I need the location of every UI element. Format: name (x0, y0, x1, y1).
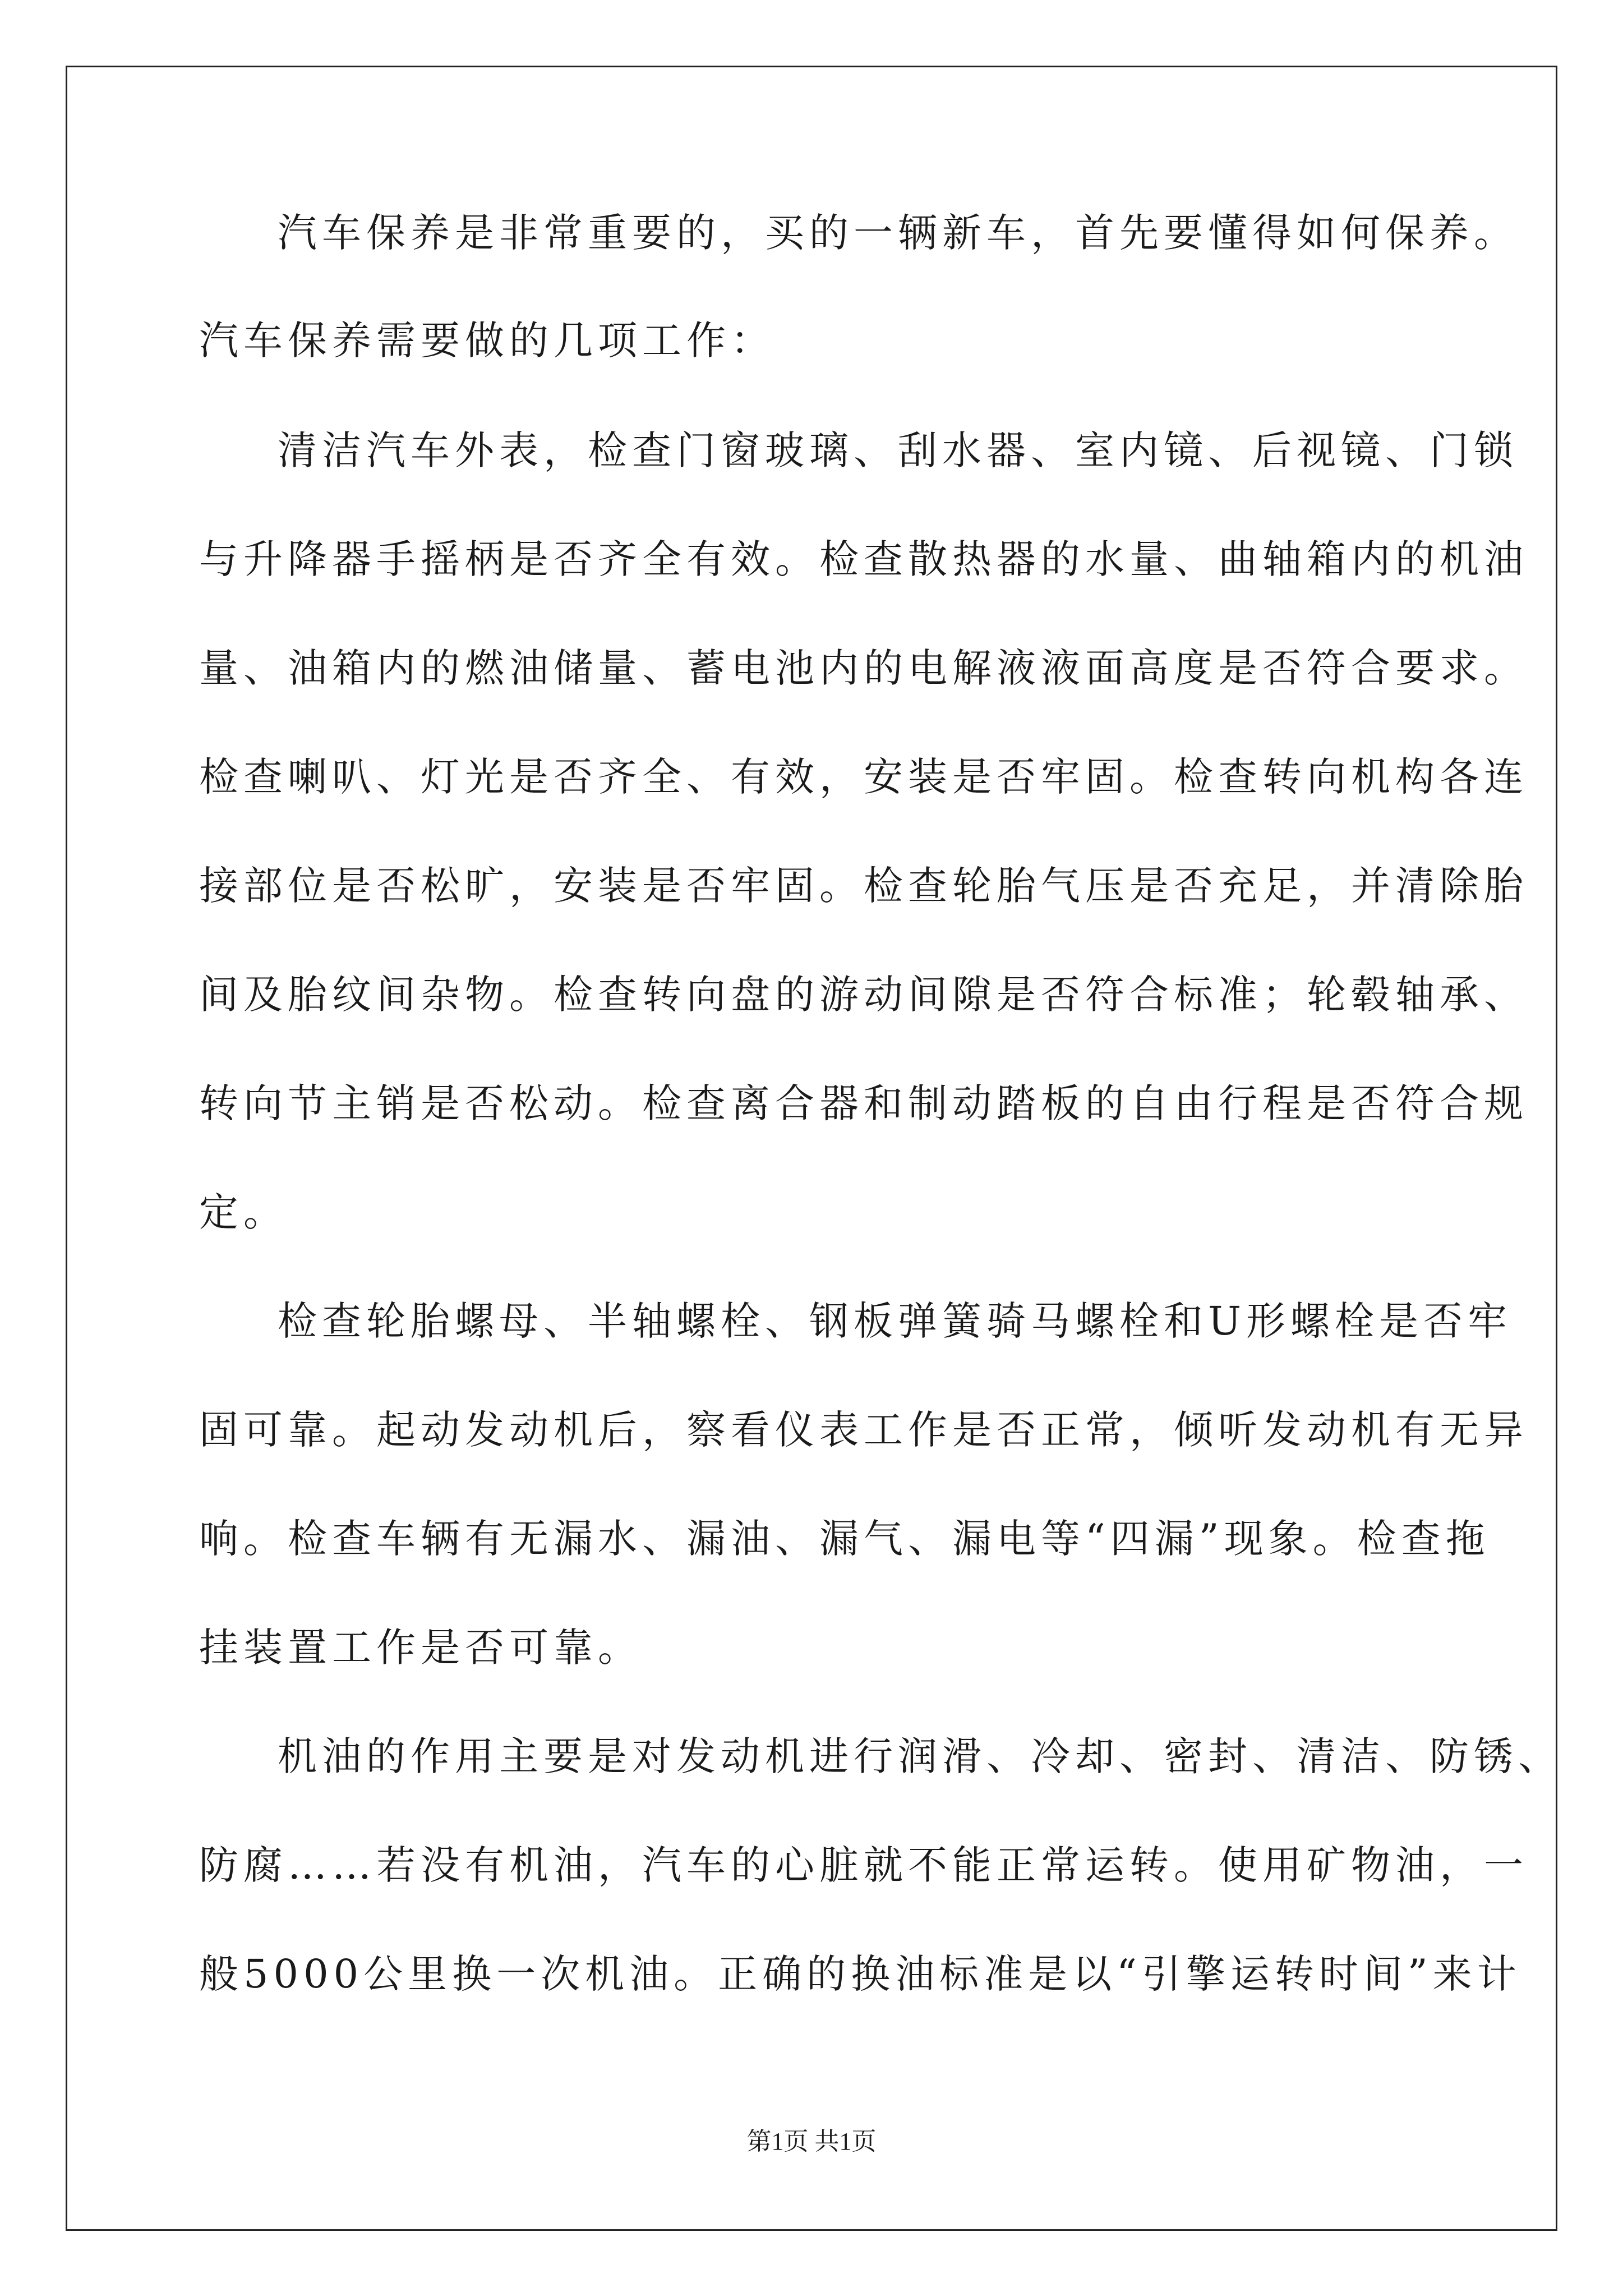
text-line: 防腐……若没有机油，汽车的心脏就不能正常运转。使用矿物油，一 (199, 1842, 1528, 1888)
text-line: 挂装置工作是否可靠。 (199, 1625, 642, 1671)
text-line: 检查喇叭、灯光是否齐全、有效，安装是否牢固。检查转向机构各连 (199, 754, 1528, 800)
text-line: 检查轮胎螺母、半轴螺栓、钢板弹簧骑马螺栓和U形螺栓是否牢 (278, 1298, 1512, 1344)
text-line: 固可靠。起动发动机后，察看仪表工作是否正常，倾听发动机有无异 (199, 1407, 1528, 1453)
text-line: 般5000公里换一次机油。正确的换油标准是以“引擎运转时间”来计 (199, 1951, 1521, 1997)
text-line: 转向节主销是否松动。检查离合器和制动踏板的自由行程是否符合规 (199, 1080, 1528, 1126)
text-line: 汽车保养是非常重要的，买的一辆新车，首先要懂得如何保养。 (278, 210, 1518, 256)
text-line: 机油的作用主要是对发动机进行润滑、冷却、密封、清洁、防锈、 (278, 1733, 1562, 1779)
text-line: 定。 (199, 1189, 288, 1235)
page-border (66, 66, 1557, 2231)
page-footer: 第1页 共1页 (746, 2128, 877, 2155)
text-line: 汽车保养需要做的几项工作： (199, 318, 775, 364)
text-line: 接部位是否松旷，安装是否牢固。检查轮胎气压是否充足，并清除胎 (199, 863, 1528, 909)
text-line: 间及胎纹间杂物。检查转向盘的游动间隙是否符合标准；轮毂轴承、 (199, 972, 1528, 1018)
text-line: 清洁汽车外表，检查门窗玻璃、刮水器、室内镜、后视镜、门锁 (278, 427, 1518, 473)
text-line: 与升降器手摇柄是否齐全有效。检查散热器的水量、曲轴箱内的机油 (199, 536, 1528, 582)
text-line: 响。检查车辆有无漏水、漏油、漏气、漏电等“四漏”现象。检查拖 (199, 1516, 1490, 1562)
text-line: 量、油箱内的燃油储量、蓄电池内的电解液液面高度是否符合要求。 (199, 645, 1528, 691)
